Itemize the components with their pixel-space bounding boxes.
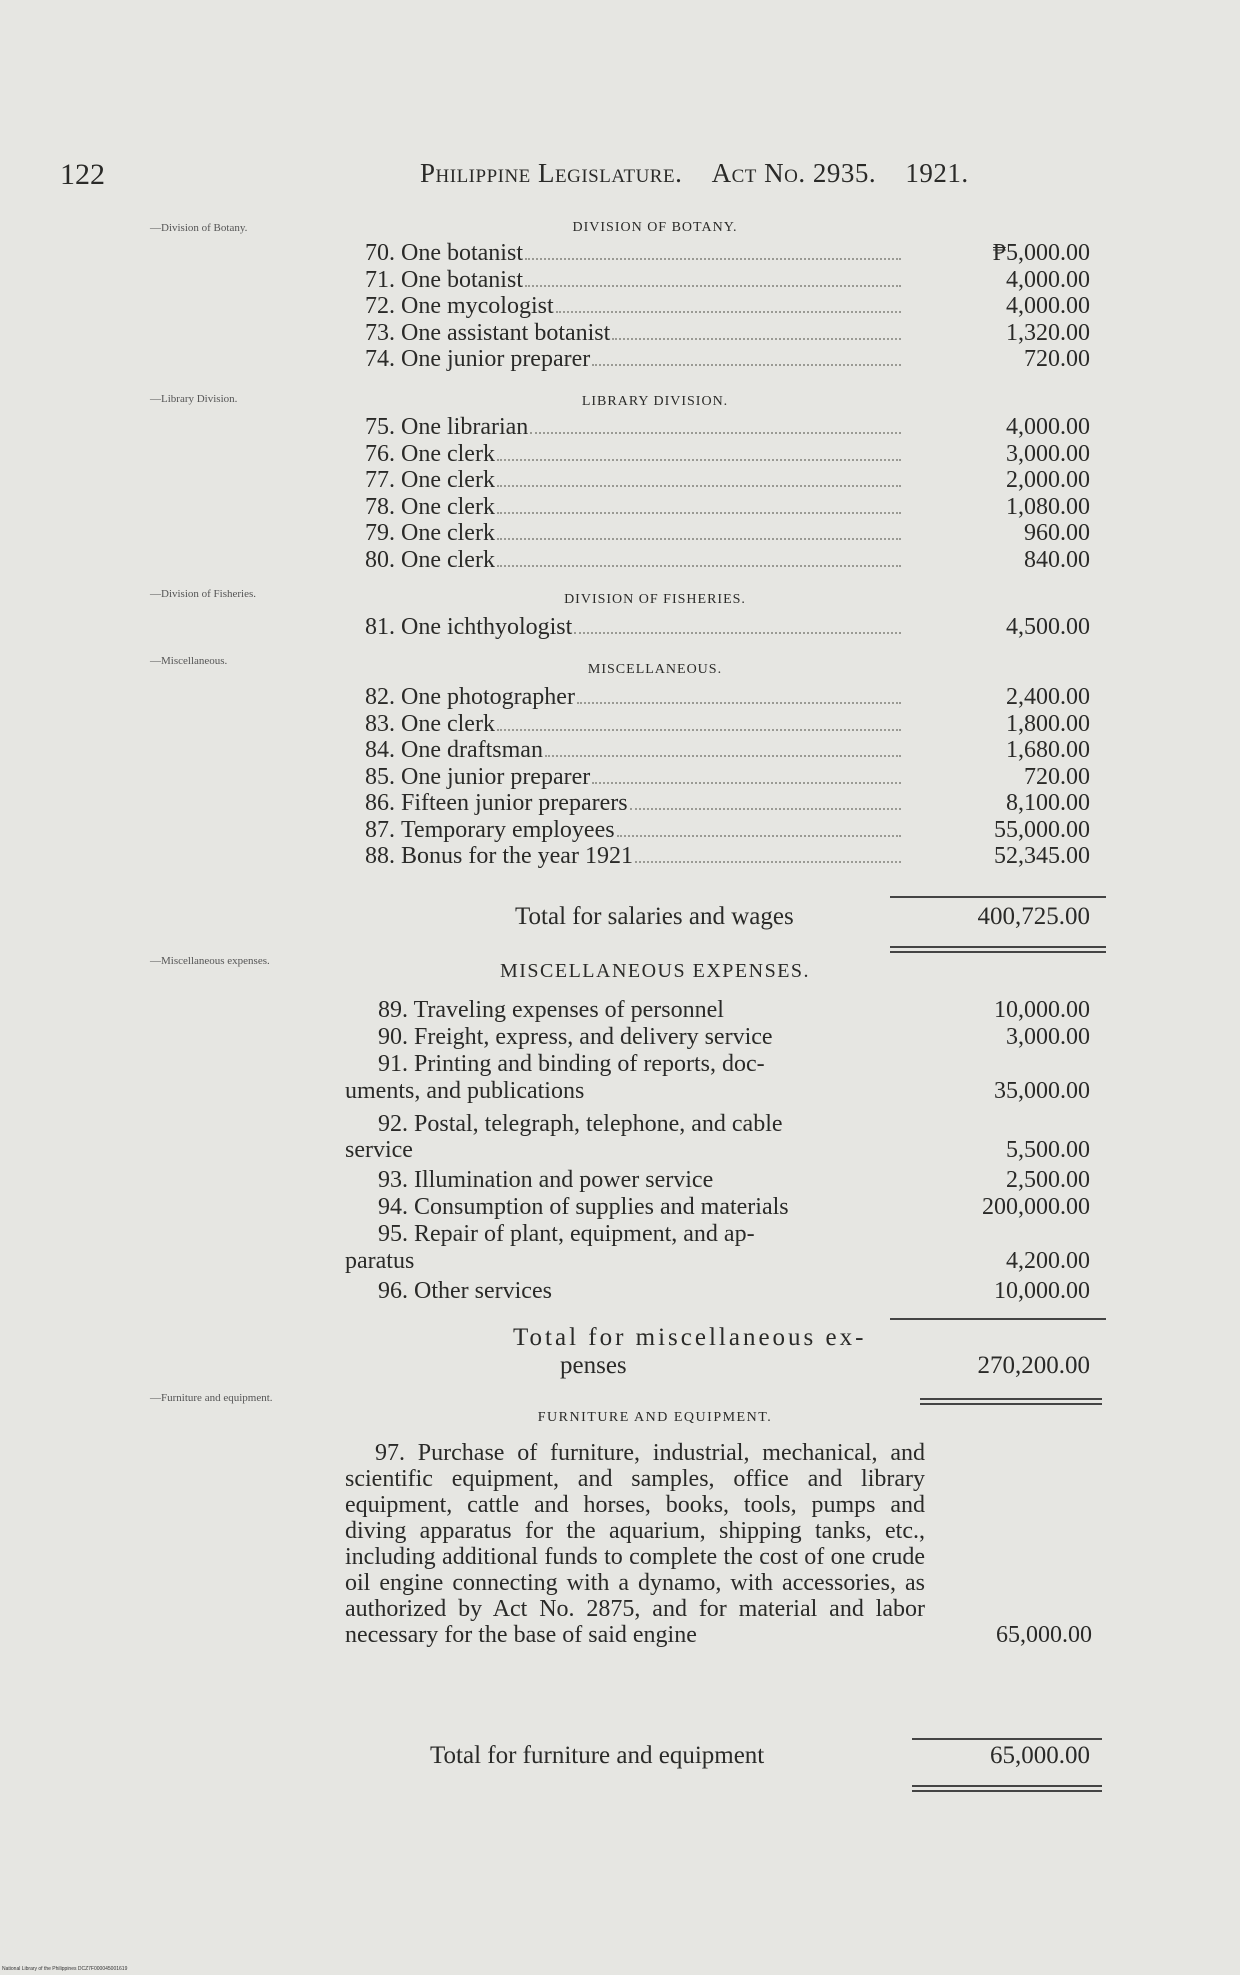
- item-number: 85.: [365, 763, 395, 790]
- item-89: 89. Traveling expenses of personnel: [378, 997, 724, 1023]
- line-item: [345, 614, 1115, 641]
- item-93: 93. Illumination and power service: [378, 1167, 714, 1193]
- leader-dots: [497, 565, 901, 567]
- line-item: [345, 414, 1115, 441]
- leader-dots: [635, 861, 901, 863]
- item-91-line1: 91. Printing and binding of reports, doc-: [378, 1051, 765, 1077]
- margin-note-fisheries: —Division of Fisheries.: [150, 588, 257, 600]
- item-94-amount: 200,000.00: [982, 1194, 1090, 1220]
- leader-dots: [497, 538, 901, 540]
- item-number: 71.: [365, 266, 395, 293]
- item-number: 87.: [365, 816, 395, 843]
- item-amount: 4,000.00: [1006, 414, 1090, 440]
- item-description: Fifteen junior preparers: [401, 790, 628, 816]
- item-number: 80.: [365, 546, 395, 573]
- fisheries-heading: DIVISION OF FISHERIES.: [564, 592, 746, 607]
- item-description: One clerk: [401, 546, 495, 573]
- misc-expenses-total: [345, 1324, 1115, 1380]
- item-description: One clerk: [401, 493, 495, 520]
- line-item: [345, 293, 1115, 320]
- misc-expenses-items: [345, 997, 1115, 1305]
- line-item: [345, 494, 1115, 521]
- item-95-line2: paratus: [345, 1248, 415, 1274]
- item-96-amount: 10,000.00: [994, 1278, 1090, 1304]
- furniture-heading: FURNITURE AND EQUIPMENT.: [537, 1410, 773, 1425]
- item-amount: 840.00: [1024, 546, 1090, 573]
- line-item: [345, 711, 1115, 738]
- item-number: 84.: [365, 737, 395, 763]
- misc-expenses-section: [345, 960, 1115, 983]
- line-item: [345, 843, 1115, 870]
- item-description: Bonus for the year 1921: [401, 843, 633, 869]
- item-number: 72.: [365, 293, 395, 319]
- item-description: One botanist: [401, 240, 523, 266]
- line-item: [345, 547, 1115, 574]
- year: 1921.: [905, 158, 969, 188]
- item-97-amount: 65,000.00: [996, 1622, 1092, 1648]
- misc-expenses-total-line2: penses: [560, 1352, 627, 1379]
- item-amount: 1,680.00: [1006, 737, 1090, 763]
- item-number: 75.: [365, 414, 395, 440]
- item-91-amount: 35,000.00: [994, 1078, 1090, 1104]
- furniture-rule: [912, 1738, 1102, 1740]
- item-description: One junior preparer: [401, 346, 591, 372]
- leader-dots: [545, 755, 901, 757]
- misc-expenses-total-amount: 270,200.00: [977, 1352, 1090, 1379]
- leader-dots: [574, 632, 901, 634]
- item-90: 90. Freight, express, and delivery service: [378, 1024, 773, 1050]
- item-95-amount: 4,200.00: [1006, 1248, 1090, 1274]
- leader-dots: [612, 338, 901, 340]
- item-description: One botanist: [401, 266, 523, 293]
- furniture-item: [345, 1440, 1115, 1648]
- leader-dots: [630, 808, 901, 810]
- item-number: 79.: [365, 520, 395, 546]
- misc-expenses-double-rule: [920, 1398, 1102, 1405]
- item-description: Temporary employees: [401, 816, 615, 843]
- misc-section: [345, 662, 1115, 870]
- line-item: [345, 320, 1115, 347]
- item-92-line1: 92. Postal, telegraph, telephone, and cable: [378, 1111, 783, 1137]
- item-amount: ₱5,000.00: [992, 240, 1090, 266]
- fisheries-section: [345, 592, 1115, 641]
- item-91-line2: uments, and publications: [345, 1078, 585, 1104]
- item-number: 77.: [365, 467, 395, 493]
- item-amount: 720.00: [1024, 763, 1090, 790]
- item-amount: 2,400.00: [1006, 684, 1090, 710]
- running-head: [420, 158, 969, 189]
- furniture-total-amount: 65,000.00: [990, 1742, 1090, 1769]
- item-number: 86.: [365, 790, 395, 816]
- botany-section: [345, 220, 1115, 373]
- salaries-total-amount: 400,725.00: [977, 903, 1090, 930]
- item-amount: 2,000.00: [1006, 467, 1090, 493]
- furniture-total-label: Total for furniture and equipment: [430, 1742, 765, 1769]
- library-section: [345, 394, 1115, 573]
- margin-note-furniture: —Furniture and equipment.: [150, 1392, 273, 1404]
- total-double-rule: [890, 946, 1106, 953]
- misc-expenses-rule: [890, 1318, 1106, 1320]
- misc-expenses-heading: MISCELLANEOUS EXPENSES.: [499, 960, 811, 982]
- leader-dots: [497, 485, 901, 487]
- line-item: [345, 467, 1115, 494]
- item-amount: 960.00: [1024, 520, 1090, 546]
- item-96: 96. Other services: [378, 1278, 552, 1304]
- item-90-amount: 3,000.00: [1006, 1024, 1090, 1050]
- salaries-total: [345, 903, 1115, 931]
- leader-dots: [497, 512, 901, 514]
- item-description: One assistant botanist: [401, 319, 611, 346]
- misc-expenses-total-line1: Total for miscellaneous ex-: [513, 1324, 867, 1351]
- furniture-double-rule: [912, 1785, 1102, 1792]
- margin-note-misc-expenses: —Miscellaneous expenses.: [150, 955, 270, 967]
- item-number: 78.: [365, 493, 395, 520]
- item-amount: 1,800.00: [1006, 710, 1090, 737]
- line-item: [345, 737, 1115, 764]
- item-93-amount: 2,500.00: [1006, 1167, 1090, 1193]
- line-item: [345, 441, 1115, 468]
- item-description: One clerk: [401, 467, 495, 493]
- leader-dots: [577, 702, 901, 704]
- item-number: 88.: [365, 843, 395, 869]
- furniture-section: [345, 1410, 1115, 1426]
- item-amount: 52,345.00: [994, 843, 1090, 869]
- item-description: One librarian: [401, 414, 529, 440]
- item-description: One mycologist: [401, 293, 554, 319]
- item-number: 73.: [365, 319, 395, 346]
- running-title: Philippine Legislature.: [420, 158, 683, 188]
- leader-dots: [592, 364, 901, 366]
- item-description: One clerk: [401, 520, 495, 546]
- leader-dots: [617, 835, 901, 837]
- item-amount: 4,000.00: [1006, 293, 1090, 319]
- item-number: 83.: [365, 710, 395, 737]
- item-amount: 3,000.00: [1006, 440, 1090, 467]
- leader-dots: [497, 459, 901, 461]
- item-number: 81.: [365, 614, 395, 640]
- margin-note-misc: —Miscellaneous.: [150, 655, 228, 667]
- line-item: [345, 520, 1115, 547]
- line-item: [345, 267, 1115, 294]
- line-item: [345, 790, 1115, 817]
- line-item: [345, 240, 1115, 267]
- item-amount: 1,320.00: [1006, 319, 1090, 346]
- margin-note-library: —Library Division.: [150, 393, 238, 405]
- footer-credit: National Library of the Philippines DCZ7F000045001619: [2, 1966, 128, 1972]
- item-94: 94. Consumption of supplies and materials: [378, 1194, 789, 1220]
- item-amount: 720.00: [1024, 346, 1090, 372]
- item-number: 82.: [365, 684, 395, 710]
- act-number: Act No. 2935.: [711, 158, 877, 188]
- leader-dots: [556, 311, 901, 313]
- item-description: One clerk: [401, 710, 495, 737]
- margin-note-botany: —Division of Botany.: [150, 222, 248, 234]
- item-amount: 4,000.00: [1006, 266, 1090, 293]
- item-amount: 4,500.00: [1006, 614, 1090, 640]
- leader-dots: [497, 729, 901, 731]
- botany-items: [345, 240, 1115, 373]
- subtotal-rule: [890, 896, 1106, 898]
- item-description: One photographer: [401, 684, 575, 710]
- item-description: One junior preparer: [401, 763, 591, 790]
- leader-dots: [525, 285, 901, 287]
- misc-heading: MISCELLANEOUS.: [587, 662, 723, 677]
- item-description: One clerk: [401, 440, 495, 467]
- botany-heading: DIVISION OF BOTANY.: [572, 220, 738, 235]
- item-description: One draftsman: [401, 737, 543, 763]
- item-amount: 1,080.00: [1006, 493, 1090, 520]
- furniture-total: [345, 1742, 1115, 1770]
- salaries-total-label: Total for salaries and wages: [515, 903, 794, 930]
- leader-dots: [530, 432, 901, 434]
- item-92-line2: service: [345, 1137, 413, 1163]
- fisheries-items: [345, 614, 1115, 641]
- leader-dots: [525, 258, 901, 260]
- item-number: 70.: [365, 240, 395, 266]
- line-item: [345, 684, 1115, 711]
- item-92-amount: 5,500.00: [1006, 1137, 1090, 1163]
- item-number: 74.: [365, 346, 395, 372]
- item-number: 76.: [365, 440, 395, 467]
- misc-items: [345, 684, 1115, 870]
- line-item: [345, 346, 1115, 373]
- library-heading: LIBRARY DIVISION.: [581, 394, 729, 409]
- library-items: [345, 414, 1115, 573]
- item-amount: 55,000.00: [994, 816, 1090, 843]
- item-amount: 8,100.00: [1006, 790, 1090, 816]
- line-item: [345, 817, 1115, 844]
- leader-dots: [592, 782, 901, 784]
- item-description: One ichthyologist: [401, 614, 573, 640]
- item-97: 97. Purchase of furniture, industrial, mechanical, and scientific equipment, and samples, office and library equipment, cattle and horses, books, tools, pumps and diving apparatus for the aquarium, shipping tanks, etc., including additional funds to complete the cost of one crude oil engine connecting with a dynamo, with accessories, as authorized by Act No. 2875, and for material and labor necessary for the base of said engine: [345, 1440, 925, 1648]
- item-89-amount: 10,000.00: [994, 997, 1090, 1023]
- item-95-line1: 95. Repair of plant, equipment, and ap-: [378, 1221, 755, 1247]
- line-item: [345, 764, 1115, 791]
- page-number: 122: [60, 158, 105, 191]
